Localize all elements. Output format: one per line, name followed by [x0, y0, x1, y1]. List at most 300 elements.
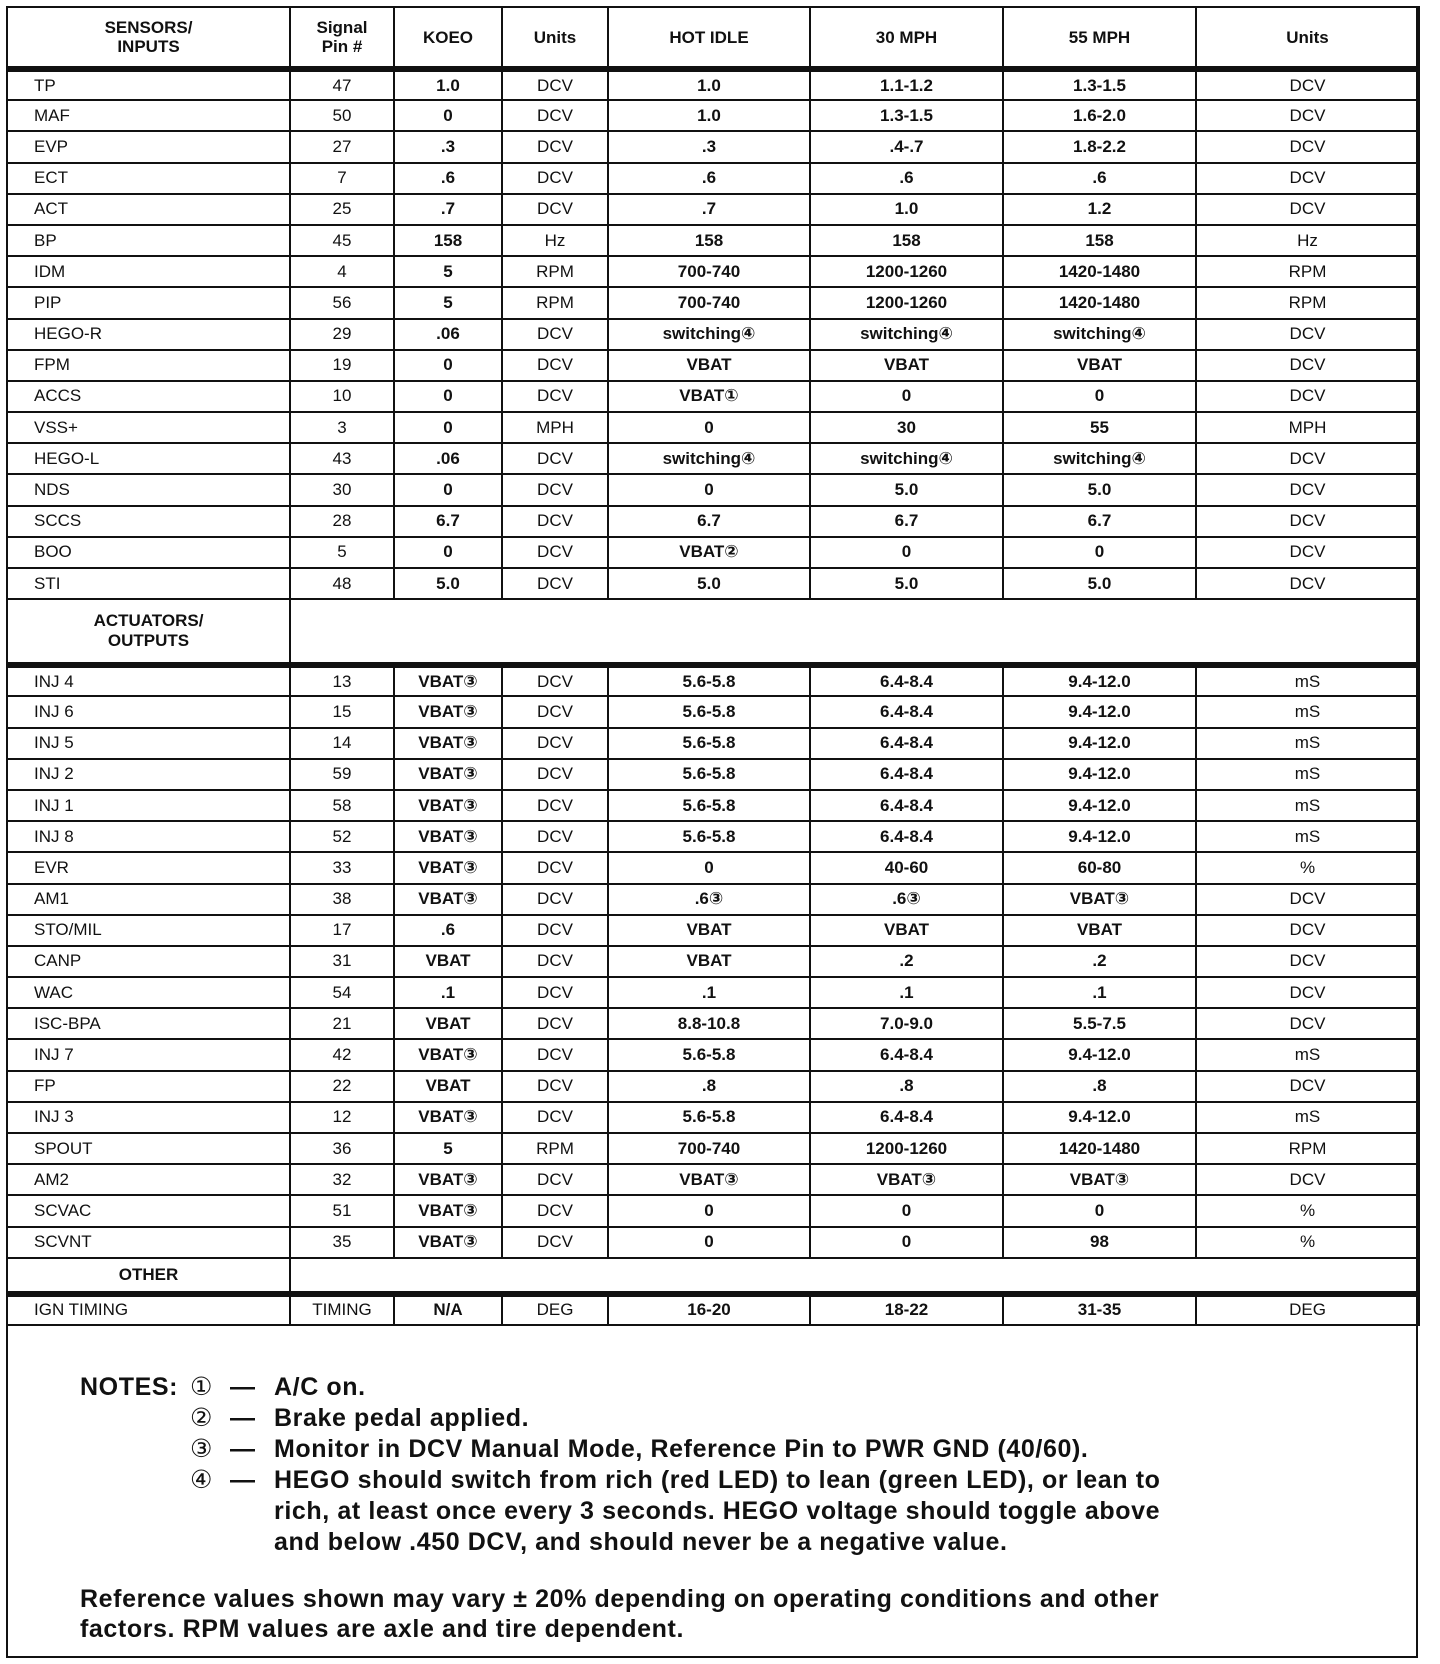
- table-cell: 28: [290, 506, 394, 537]
- table-cell: VBAT: [394, 1071, 502, 1102]
- table-cell: .7: [394, 194, 502, 225]
- table-cell: BOO: [7, 537, 290, 568]
- table-cell: INJ 1: [7, 790, 290, 821]
- table-cell: VBAT③: [394, 821, 502, 852]
- table-cell: VBAT③: [1003, 1164, 1196, 1195]
- table-cell: 21: [290, 1008, 394, 1039]
- table-cell: .06: [394, 443, 502, 474]
- table-cell: VBAT: [1003, 350, 1196, 381]
- table-cell: 5.6-5.8: [608, 696, 810, 727]
- table-cell: 1.1-1.2: [810, 69, 1003, 100]
- table-cell: 5.0: [810, 474, 1003, 505]
- table-cell: 30: [290, 474, 394, 505]
- table-cell: STO/MIL: [7, 915, 290, 946]
- table-cell: MPH: [1196, 412, 1419, 443]
- table-cell: .2: [1003, 946, 1196, 977]
- table-cell: 54: [290, 977, 394, 1008]
- table-cell: Hz: [502, 225, 608, 256]
- table-cell: VBAT: [1003, 915, 1196, 946]
- note-number: ②: [190, 1404, 214, 1432]
- table-cell: 59: [290, 759, 394, 790]
- table-cell: RPM: [1196, 256, 1419, 287]
- table-cell: %: [1196, 852, 1419, 883]
- table-cell: VBAT: [810, 350, 1003, 381]
- table-cell: 9.4-12.0: [1003, 790, 1196, 821]
- actuators-heading: ACTUATORS/ OUTPUTS: [7, 599, 290, 665]
- note-line: [80, 1403, 1340, 1434]
- table-cell: EVR: [7, 852, 290, 883]
- table-cell: 30: [810, 412, 1003, 443]
- table-cell: 1200-1260: [810, 1133, 1003, 1164]
- other-heading: OTHER: [7, 1258, 290, 1294]
- table-cell: DCV: [502, 350, 608, 381]
- table-cell: mS: [1196, 821, 1419, 852]
- table-cell: DCV: [502, 1039, 608, 1070]
- table-cell: 36: [290, 1133, 394, 1164]
- table-cell: ISC-BPA: [7, 1008, 290, 1039]
- table-cell: 9.4-12.0: [1003, 728, 1196, 759]
- table-cell: .6: [1003, 163, 1196, 194]
- table-cell: VBAT③: [394, 1227, 502, 1258]
- table-cell: BP: [7, 225, 290, 256]
- table-cell: DCV: [1196, 474, 1419, 505]
- table-cell: Hz: [1196, 225, 1419, 256]
- table-cell: 27: [290, 131, 394, 162]
- table-cell: 0: [1003, 1195, 1196, 1226]
- table-cell: N/A: [394, 1294, 502, 1325]
- table-cell: TIMING: [290, 1294, 394, 1325]
- table-cell: 35: [290, 1227, 394, 1258]
- table-cell: 8.8-10.8: [608, 1008, 810, 1039]
- table-cell: 6.4-8.4: [810, 790, 1003, 821]
- table-cell: 0: [394, 350, 502, 381]
- table-cell: 6.7: [810, 506, 1003, 537]
- table-cell: 5.6-5.8: [608, 821, 810, 852]
- table-cell: CANP: [7, 946, 290, 977]
- table-cell: 40-60: [810, 852, 1003, 883]
- table-cell: DCV: [502, 1102, 608, 1133]
- table-cell: DCV: [1196, 506, 1419, 537]
- notes-label: NOTES:: [80, 1373, 179, 1401]
- table-cell: 22: [290, 1071, 394, 1102]
- table-cell: 0: [608, 852, 810, 883]
- table-cell: 47: [290, 69, 394, 100]
- table-cell: VBAT②: [608, 537, 810, 568]
- table-cell: switching④: [608, 443, 810, 474]
- note-text: Brake pedal applied.: [274, 1404, 530, 1432]
- table-cell: .1: [608, 977, 810, 1008]
- table-cell: mS: [1196, 790, 1419, 821]
- table-cell: VBAT③: [608, 1164, 810, 1195]
- table-cell: 1.6-2.0: [1003, 100, 1196, 131]
- table-cell: 9.4-12.0: [1003, 1039, 1196, 1070]
- table-cell: INJ 4: [7, 665, 290, 696]
- table-cell: DCV: [502, 884, 608, 915]
- table-cell: 0: [608, 474, 810, 505]
- table-cell: RPM: [502, 287, 608, 318]
- table-cell: 0: [608, 412, 810, 443]
- table-cell: 0: [810, 537, 1003, 568]
- note-line: [80, 1434, 1340, 1465]
- table-cell: 0: [394, 537, 502, 568]
- table-cell: 1.0: [608, 100, 810, 131]
- table-cell: 1.0: [810, 194, 1003, 225]
- header-koeo: KOEO: [394, 7, 502, 69]
- table-cell: 6.4-8.4: [810, 665, 1003, 696]
- table-cell: .6: [810, 163, 1003, 194]
- table-cell: DCV: [502, 443, 608, 474]
- table-cell: SCVNT: [7, 1227, 290, 1258]
- table-cell: 5.0: [1003, 568, 1196, 599]
- table-cell: VSS+: [7, 412, 290, 443]
- table-cell: VBAT③: [394, 759, 502, 790]
- table-cell: DCV: [1196, 194, 1419, 225]
- table-cell: NDS: [7, 474, 290, 505]
- table-cell: 6.4-8.4: [810, 1102, 1003, 1133]
- table-cell: SPOUT: [7, 1133, 290, 1164]
- table-cell: DCV: [502, 131, 608, 162]
- header-30mph: 30 MPH: [810, 7, 1003, 69]
- table-cell: switching④: [810, 443, 1003, 474]
- table-cell: .2: [810, 946, 1003, 977]
- table-cell: 48: [290, 568, 394, 599]
- note-dash: —: [230, 1373, 256, 1401]
- table-cell: VBAT: [394, 946, 502, 977]
- table-cell: DCV: [502, 728, 608, 759]
- table-cell: DCV: [502, 1227, 608, 1258]
- table-cell: RPM: [502, 1133, 608, 1164]
- table-cell: .4-.7: [810, 131, 1003, 162]
- table-cell: VBAT①: [608, 381, 810, 412]
- table-cell: INJ 7: [7, 1039, 290, 1070]
- table-cell: 5: [394, 287, 502, 318]
- table-cell: VBAT③: [394, 1195, 502, 1226]
- table-cell: 1420-1480: [1003, 287, 1196, 318]
- table-cell: 5: [290, 537, 394, 568]
- table-cell: 50: [290, 100, 394, 131]
- table-cell: .1: [810, 977, 1003, 1008]
- table-cell: DCV: [1196, 946, 1419, 977]
- table-cell: 5.0: [394, 568, 502, 599]
- note-line: [80, 1372, 1340, 1403]
- table-cell: %: [1196, 1227, 1419, 1258]
- table-cell: 6.7: [1003, 506, 1196, 537]
- table-cell: 7: [290, 163, 394, 194]
- table-cell: .3: [394, 131, 502, 162]
- table-cell: 6.4-8.4: [810, 696, 1003, 727]
- table-cell: 5.0: [1003, 474, 1196, 505]
- table-cell: SCVAC: [7, 1195, 290, 1226]
- table-cell: 9.4-12.0: [1003, 1102, 1196, 1133]
- table-cell: 9.4-12.0: [1003, 665, 1196, 696]
- table-cell: .6③: [608, 884, 810, 915]
- header-55mph: 55 MPH: [1003, 7, 1196, 69]
- table-cell: switching④: [608, 319, 810, 350]
- table-cell: DCV: [1196, 69, 1419, 100]
- table-cell: 1.0: [394, 69, 502, 100]
- table-cell: 700-740: [608, 1133, 810, 1164]
- table-cell: DCV: [1196, 884, 1419, 915]
- table-cell: DCV: [502, 381, 608, 412]
- table-cell: VBAT③: [394, 1102, 502, 1133]
- table-cell: 17: [290, 915, 394, 946]
- header-pin: Signal Pin #: [290, 7, 394, 69]
- table-cell: 0: [608, 1227, 810, 1258]
- table-cell: ECT: [7, 163, 290, 194]
- table-cell: mS: [1196, 665, 1419, 696]
- table-cell: 3: [290, 412, 394, 443]
- table-cell: INJ 2: [7, 759, 290, 790]
- note-line: [80, 1496, 1340, 1527]
- table-cell: DCV: [1196, 131, 1419, 162]
- table-cell: INJ 5: [7, 728, 290, 759]
- table-cell: 16-20: [608, 1294, 810, 1325]
- table-cell: 5.6-5.8: [608, 1102, 810, 1133]
- table-cell: DCV: [502, 100, 608, 131]
- table-cell: 38: [290, 884, 394, 915]
- table-cell: 9.4-12.0: [1003, 821, 1196, 852]
- table-cell: DCV: [502, 537, 608, 568]
- table-cell: 5.6-5.8: [608, 665, 810, 696]
- table-cell: 43: [290, 443, 394, 474]
- table-cell: 9.4-12.0: [1003, 759, 1196, 790]
- table-cell: switching④: [1003, 443, 1196, 474]
- table-cell: 6.4-8.4: [810, 759, 1003, 790]
- note-dash: —: [230, 1466, 256, 1494]
- table-cell: AM2: [7, 1164, 290, 1195]
- table-cell: DCV: [502, 163, 608, 194]
- table-cell: 0: [394, 474, 502, 505]
- note-dash: —: [230, 1404, 256, 1432]
- table-cell: .6: [394, 163, 502, 194]
- table-cell: .8: [810, 1071, 1003, 1102]
- reference-note: Reference values shown may vary ± 20% depending on operating conditions and other factors. RPM values are axle and tire dependent.: [80, 1585, 1160, 1643]
- table-cell: 0: [810, 1195, 1003, 1226]
- table-cell: AM1: [7, 884, 290, 915]
- table-cell: 55: [1003, 412, 1196, 443]
- table-cell: mS: [1196, 1039, 1419, 1070]
- note-number: ①: [190, 1373, 214, 1401]
- table-cell: mS: [1196, 759, 1419, 790]
- table-cell: 158: [1003, 225, 1196, 256]
- table-cell: 25: [290, 194, 394, 225]
- table-cell: VBAT③: [394, 790, 502, 821]
- table-cell: VBAT: [608, 915, 810, 946]
- table-cell: 51: [290, 1195, 394, 1226]
- table-cell: mS: [1196, 1102, 1419, 1133]
- table-cell: 18-22: [810, 1294, 1003, 1325]
- table-cell: INJ 8: [7, 821, 290, 852]
- table-cell: 13: [290, 665, 394, 696]
- table-cell: DCV: [502, 852, 608, 883]
- note-text: A/C on.: [274, 1373, 366, 1401]
- table-cell: 58: [290, 790, 394, 821]
- table-cell: 158: [608, 225, 810, 256]
- table-cell: DCV: [1196, 1164, 1419, 1195]
- note-text: rich, at least once every 3 seconds. HEGO voltage should toggle above: [274, 1497, 1161, 1525]
- note-number: ④: [190, 1466, 214, 1494]
- table-cell: DCV: [502, 568, 608, 599]
- table-cell: %: [1196, 1195, 1419, 1226]
- table-cell: 31: [290, 946, 394, 977]
- table-cell: DCV: [502, 946, 608, 977]
- table-cell: 0: [1003, 537, 1196, 568]
- table-cell: 5.6-5.8: [608, 728, 810, 759]
- table-cell: ACCS: [7, 381, 290, 412]
- table-cell: 6.4-8.4: [810, 728, 1003, 759]
- table-cell: DCV: [1196, 100, 1419, 131]
- table-cell: DCV: [1196, 537, 1419, 568]
- table-cell: MAF: [7, 100, 290, 131]
- table-cell: 0: [394, 412, 502, 443]
- table-cell: VBAT③: [394, 1164, 502, 1195]
- table-cell: 31-35: [1003, 1294, 1196, 1325]
- table-cell: 56: [290, 287, 394, 318]
- table-cell: 1.8-2.2: [1003, 131, 1196, 162]
- table-cell: 10: [290, 381, 394, 412]
- table-cell: WAC: [7, 977, 290, 1008]
- table-cell: 1.2: [1003, 194, 1196, 225]
- table-cell: FPM: [7, 350, 290, 381]
- table-cell: 33: [290, 852, 394, 883]
- table-cell: mS: [1196, 696, 1419, 727]
- table-cell: .6③: [810, 884, 1003, 915]
- table-cell: 1200-1260: [810, 287, 1003, 318]
- table-cell: DCV: [502, 790, 608, 821]
- notes-section: [80, 1372, 1340, 1558]
- table-cell: VBAT: [810, 915, 1003, 946]
- table-cell: 5.5-7.5: [1003, 1008, 1196, 1039]
- table-cell: .1: [394, 977, 502, 1008]
- table-cell: DCV: [502, 1164, 608, 1195]
- table-cell: 1.3-1.5: [810, 100, 1003, 131]
- table-cell: DCV: [502, 194, 608, 225]
- table-cell: 60-80: [1003, 852, 1196, 883]
- table-cell: VBAT: [608, 946, 810, 977]
- table-cell: DCV: [502, 474, 608, 505]
- table-cell: DCV: [502, 69, 608, 100]
- table-cell: 0: [394, 381, 502, 412]
- table-cell: switching④: [810, 319, 1003, 350]
- note-number: ③: [190, 1435, 214, 1463]
- table-cell: 45: [290, 225, 394, 256]
- table-cell: DCV: [1196, 350, 1419, 381]
- table-cell: 1420-1480: [1003, 1133, 1196, 1164]
- table-cell: VBAT③: [394, 852, 502, 883]
- table-cell: DCV: [502, 821, 608, 852]
- table-cell: 42: [290, 1039, 394, 1070]
- table-cell: .8: [1003, 1071, 1196, 1102]
- table-cell: VBAT: [608, 350, 810, 381]
- table-cell: TP: [7, 69, 290, 100]
- note-text: and below .450 DCV, and should never be a negative value.: [274, 1528, 1008, 1556]
- table-cell: .7: [608, 194, 810, 225]
- table-cell: 0: [1003, 381, 1196, 412]
- table-cell: 19: [290, 350, 394, 381]
- table-cell: 5.6-5.8: [608, 759, 810, 790]
- table-cell: VBAT③: [394, 696, 502, 727]
- note-line: [80, 1527, 1340, 1558]
- table-cell: DCV: [502, 915, 608, 946]
- table-cell: FP: [7, 1071, 290, 1102]
- table-cell: DCV: [1196, 1008, 1419, 1039]
- table-cell: 15: [290, 696, 394, 727]
- note-dash: —: [230, 1435, 256, 1463]
- table-cell: 7.0-9.0: [810, 1008, 1003, 1039]
- table-cell: DCV: [1196, 163, 1419, 194]
- table-cell: VBAT③: [394, 884, 502, 915]
- table-cell: .3: [608, 131, 810, 162]
- table-cell: 1.3-1.5: [1003, 69, 1196, 100]
- header-sensors: SENSORS/ INPUTS: [7, 7, 290, 69]
- table-cell: HEGO-L: [7, 443, 290, 474]
- table-cell: 5: [394, 1133, 502, 1164]
- table-cell: VBAT③: [1003, 884, 1196, 915]
- table-cell: RPM: [1196, 287, 1419, 318]
- table-cell: DCV: [502, 665, 608, 696]
- note-text: Monitor in DCV Manual Mode, Reference Pin to PWR GND (40/60).: [274, 1435, 1089, 1463]
- table-cell: DEG: [1196, 1294, 1419, 1325]
- table-cell: VBAT: [394, 1008, 502, 1039]
- table-cell: mS: [1196, 728, 1419, 759]
- table-cell: INJ 3: [7, 1102, 290, 1133]
- table-cell: VBAT③: [394, 665, 502, 696]
- table-cell: 32: [290, 1164, 394, 1195]
- table-cell: 52: [290, 821, 394, 852]
- table-cell: RPM: [502, 256, 608, 287]
- table-cell: 5.6-5.8: [608, 1039, 810, 1070]
- table-cell: DCV: [1196, 915, 1419, 946]
- table-cell: 0: [810, 1227, 1003, 1258]
- table-cell: 6.7: [394, 506, 502, 537]
- table-cell: VBAT③: [810, 1164, 1003, 1195]
- table-cell: .06: [394, 319, 502, 350]
- table-cell: DCV: [1196, 381, 1419, 412]
- table-cell: DCV: [1196, 1071, 1419, 1102]
- table-cell: 1.0: [608, 69, 810, 100]
- table-cell: MPH: [502, 412, 608, 443]
- table-cell: RPM: [1196, 1133, 1419, 1164]
- table-cell: DCV: [502, 1071, 608, 1102]
- table-cell: .1: [1003, 977, 1196, 1008]
- table-cell: 1420-1480: [1003, 256, 1196, 287]
- table-cell: .6: [608, 163, 810, 194]
- table-cell: 0: [394, 100, 502, 131]
- table-cell: VBAT③: [394, 1039, 502, 1070]
- table-cell: 0: [608, 1195, 810, 1226]
- table-cell: 5: [394, 256, 502, 287]
- table-cell: 14: [290, 728, 394, 759]
- table-cell: DCV: [1196, 319, 1419, 350]
- table-cell: DCV: [502, 696, 608, 727]
- header-units-2: Units: [1196, 7, 1419, 69]
- table-cell: 6.4-8.4: [810, 821, 1003, 852]
- table-cell: DEG: [502, 1294, 608, 1325]
- table-cell: 5.0: [810, 568, 1003, 599]
- table-cell: DCV: [1196, 977, 1419, 1008]
- table-cell: SCCS: [7, 506, 290, 537]
- table-cell: 0: [810, 381, 1003, 412]
- table-cell: 9.4-12.0: [1003, 696, 1196, 727]
- table-cell: 6.4-8.4: [810, 1039, 1003, 1070]
- table-cell: 6.7: [608, 506, 810, 537]
- table-cell: 700-740: [608, 287, 810, 318]
- table-cell: 12: [290, 1102, 394, 1133]
- table-cell: ACT: [7, 194, 290, 225]
- header-units: Units: [502, 7, 608, 69]
- table-cell: EVP: [7, 131, 290, 162]
- table-cell: 29: [290, 319, 394, 350]
